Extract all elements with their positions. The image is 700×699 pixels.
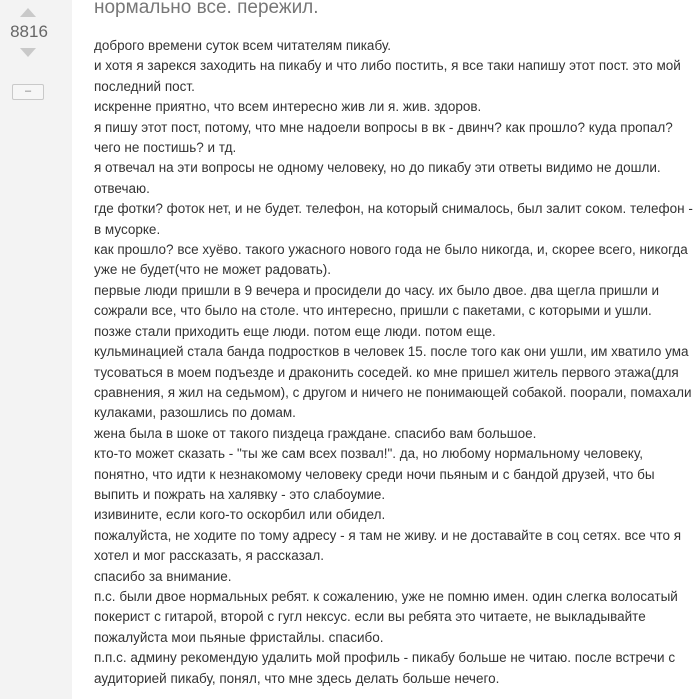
- post-paragraph: спасибо за внимание.: [94, 568, 232, 584]
- post-content: [94, 0, 694, 689]
- post-paragraph: где фотки? фоток нет, и не будет. телефон, на который снималось, был залит соком. телефон - в мусорке.: [94, 201, 693, 237]
- post-paragraph: жена была в шоке от такого пиздеца граждане. спасибо вам большое.: [94, 425, 537, 441]
- post-paragraph: пожалуйста, не ходите по тому адресу - я там не живу. и не доставайте в соц сетях. все что я хотел и мог рассказать, я рассказал.: [94, 527, 682, 564]
- post-paragraph: я пишу этот пост, потому, что мне надоели вопросы в вк - двинч? как прошло? куда пропал? чего не постишь? и тд.: [94, 119, 673, 156]
- post-paragraph: первые люди пришли в 9 вечера и просидели до часу. их было двое. два щегла пришли и сожрали все, что было на столе. что интересно, пришли с пакетами, с которыми и ушли.: [94, 282, 660, 319]
- post-body: [94, 36, 694, 689]
- post-rating: 8816: [10, 22, 48, 41]
- post-paragraph: как прошло? все хуёво. такого ужасного нового года не было никогда, и, скорее всего, никогда уже не будет(что не может радовать).: [94, 242, 688, 278]
- collapse-button[interactable]: –: [12, 84, 44, 100]
- post-title[interactable]: нормально все. пережил.: [94, 0, 319, 18]
- post-paragraph: искренне приятно, что всем интересно жив ли я. жив. здоров.: [94, 99, 482, 115]
- post-paragraph: кто-то может сказать - "ты же сам всех позвал!". да, но любому нормальному человеку, понятно, что идти к незнакомому человеку среди ночи пьяным и с бандой друзей, что бы выпить и пожрать на халявку - это слабоумие.: [94, 446, 655, 502]
- post-paragraph: и хотя я зарекся заходить на пикабу и что либо постить, я все таки напишу этот пост. это мой последний пост.: [94, 58, 681, 94]
- upvote-arrow-icon[interactable]: [20, 8, 36, 17]
- post-paragraph: п.с. были двое нормальных ребят. к сожалению, уже не помню имен. один слегка волосатый покерист с гитарой, второй с гугл нексус. если вы ребята это читаете, не выкладывайте пожалуйста мои пьяные фристайлы. спасибо.: [94, 588, 678, 645]
- post-paragraph: позже стали приходить еще люди. потом еще люди. потом еще.: [94, 323, 496, 339]
- post-paragraph: изивините, если кого-то оскорбил или обидел.: [94, 507, 386, 523]
- post-paragraph: я отвечал на эти вопросы не одному человеку, но до пикабу эти ответы видимо не дошли. отвечаю.: [94, 160, 661, 196]
- downvote-arrow-icon[interactable]: [20, 48, 36, 57]
- vote-column: [0, 0, 72, 699]
- post-paragraph: п.п.с. админу рекомендую удалить мой профиль - пикабу больше не читаю. после встречи с аудиторией пикабу, понял, что мне здесь делать больше нечего.: [94, 650, 676, 686]
- post-paragraph: кульминацией стала банда подростков в человек 15. после того как они ушли, им хватило ума тусоваться в моем подъезде и драконить соседей. ко мне пришел житель первого этажа(для сравнения, я жил на седьмом), с другом и ничего не понимающей собакой. поорали, помахали кулаками, разошлись по домам.: [94, 344, 692, 421]
- post-paragraph: доброго времени суток всем читателям пикабу.: [94, 38, 392, 53]
